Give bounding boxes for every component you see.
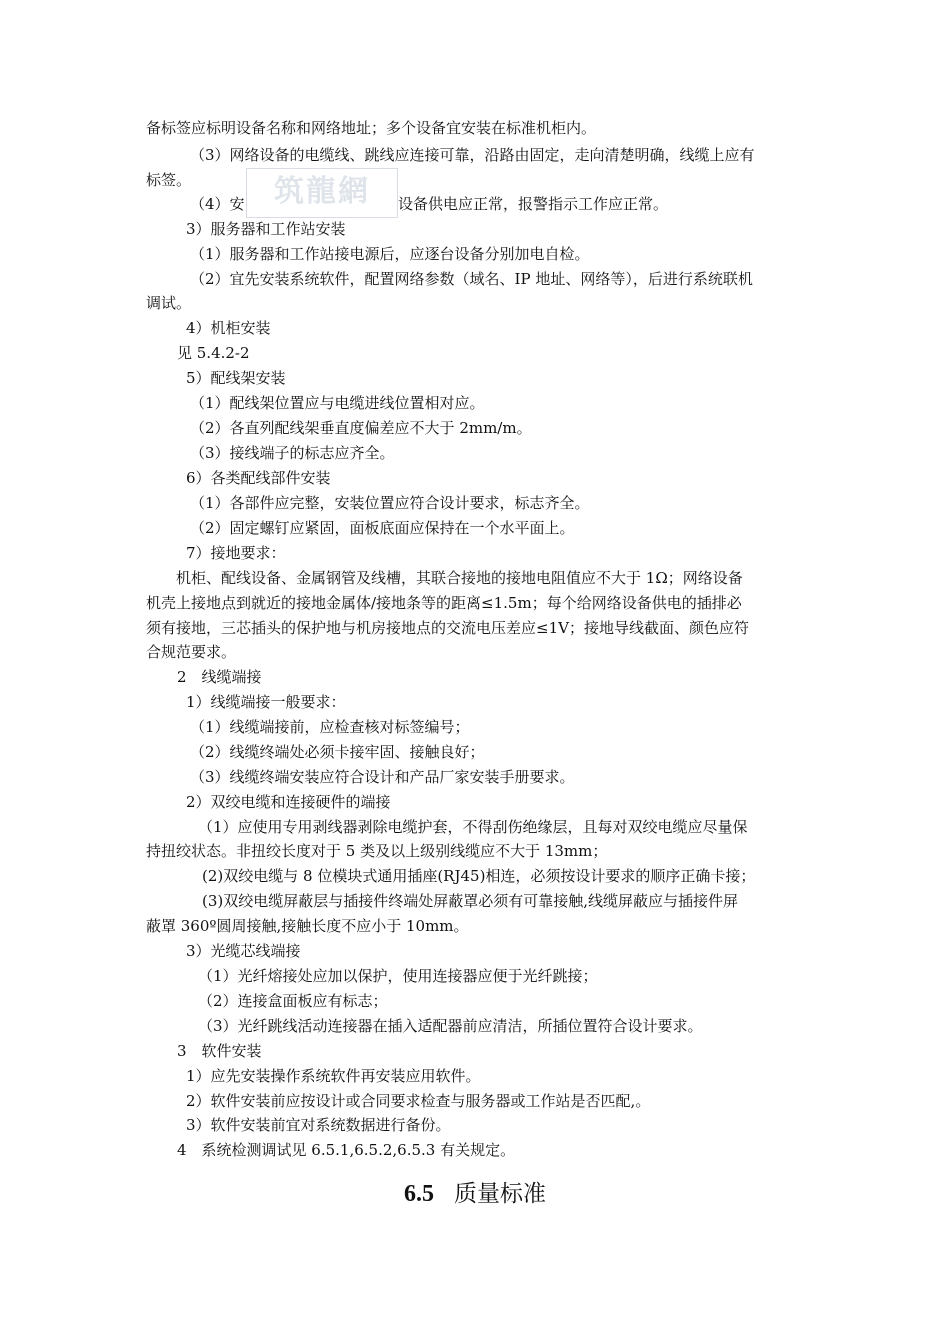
text-line: 设备供电应正常，报警指示工作应正常。	[398, 195, 669, 213]
text-line: 3）软件安装前宜对系统数据进行备份。	[186, 1116, 451, 1134]
text-line: （2）固定螺钉应紧固，面板底面应保持在一个水平面上。	[190, 519, 575, 537]
text-line: 7）接地要求：	[186, 544, 286, 562]
text-line: 备标签应标明设备名称和网络地址；多个设备宜安装在标准机柜内。	[146, 119, 597, 137]
text-line: 3）光缆芯线端接	[186, 942, 301, 960]
text-line: 4 系统检测调试见 6.5.1,6.5.2,6.5.3 有关规定。	[177, 1141, 516, 1159]
text-line: 机壳上接地点到就近的接地金属体/接地条等的距离≤1.5m；每个给网络设备供电的插排必	[146, 594, 742, 612]
text-line: （2）宜先安装系统软件，配置网络参数（域名、IP 地址、网络等），后进行系统联机	[190, 270, 753, 288]
text-line: 3 软件安装	[177, 1042, 262, 1060]
text-line: （1）线缆端接前，应检查核对标签编号；	[190, 718, 470, 736]
text-line: 6）各类配线部件安装	[186, 469, 331, 487]
text-line: 调试。	[146, 294, 192, 312]
text-line: (3)双绞电缆屏蔽层与插接件终端处屏蔽罩必须有可靠接触,线缆屏蔽应与插接件屏	[202, 892, 739, 910]
text-line: 2）双绞电缆和连接硬件的端接	[186, 793, 391, 811]
watermark-logo: 筑龍網	[246, 168, 398, 218]
text-line: （3）接线端子的标志应齐全。	[190, 444, 395, 462]
text-line: (2)双绞电缆与 8 位模块式通用插座(RJ45)相连，必须按设计要求的顺序正确卡接；	[202, 867, 756, 885]
text-line: 见 5.4.2-2	[177, 344, 250, 362]
text-line: （1）光纤熔接处应加以保护，使用连接器应便于光纤跳接；	[198, 967, 598, 985]
text-line: （3）光纤跳线活动连接器在插入适配器前应清洁，所插位置符合设计要求。	[198, 1017, 703, 1035]
section-title: 质量标准	[454, 1181, 546, 1207]
text-line: 1）线缆端接一般要求：	[186, 693, 346, 711]
text-line: 持扭绞状态。非扭绞长度对于 5 类及以上级别线缆应不大于 13mm；	[146, 842, 608, 860]
text-line: （4）安	[190, 195, 245, 213]
text-line: 1）应先安装操作系统软件再安装应用软件。	[186, 1067, 481, 1085]
text-line: 蔽罩 360º圆周接触,接触长度不应小于 10mm。	[146, 917, 469, 935]
text-line: （2）线缆终端处必须卡接牢固、接触良好；	[190, 743, 485, 761]
text-line: （1）配线架位置应与电缆进线位置相对应。	[190, 394, 485, 412]
text-line: 2 线缆端接	[177, 668, 262, 686]
text-line: 3）服务器和工作站安装	[186, 220, 346, 238]
section-number: 6.5	[404, 1181, 434, 1207]
text-line: 4）机柜安装	[186, 319, 271, 337]
text-line: （1）应使用专用剥线器剥除电缆护套，不得刮伤绝缘层，且每对双绞电缆应尽量保	[198, 818, 748, 836]
text-line: （2）连接盒面板应有标志；	[198, 992, 388, 1010]
text-line: 合规范要求。	[146, 643, 237, 661]
text-line: （3）网络设备的电缆线、跳线应连接可靠，沿路由固定，走向清楚明确，线缆上应有	[190, 146, 755, 164]
text-line: 5）配线架安装	[186, 369, 286, 387]
text-line: （2）各直列配线架垂直度偏差应不大于 2mm/m。	[190, 419, 532, 437]
text-line: 标签。	[146, 171, 192, 189]
text-line: 须有接地，三芯插头的保护地与机房接地点的交流电压差应≤1V；接地导线截面、颜色应符	[146, 619, 749, 637]
text-line: 机柜、配线设备、金属钢管及线槽，其联合接地的接地电阻值应不大于 1Ω；网络设备	[176, 569, 743, 587]
text-line: （3）线缆终端安装应符合设计和产品厂家安装手册要求。	[190, 768, 575, 786]
text-line: 2）软件安装前应按设计或合同要求检查与服务器或工作站是否匹配,。	[186, 1092, 651, 1110]
text-line: （1）各部件应完整，安装位置应符合设计要求，标志齐全。	[190, 494, 590, 512]
text-line: （1）服务器和工作站接电源后，应逐台设备分别加电自检。	[190, 245, 590, 263]
section-heading	[0, 1178, 950, 1210]
